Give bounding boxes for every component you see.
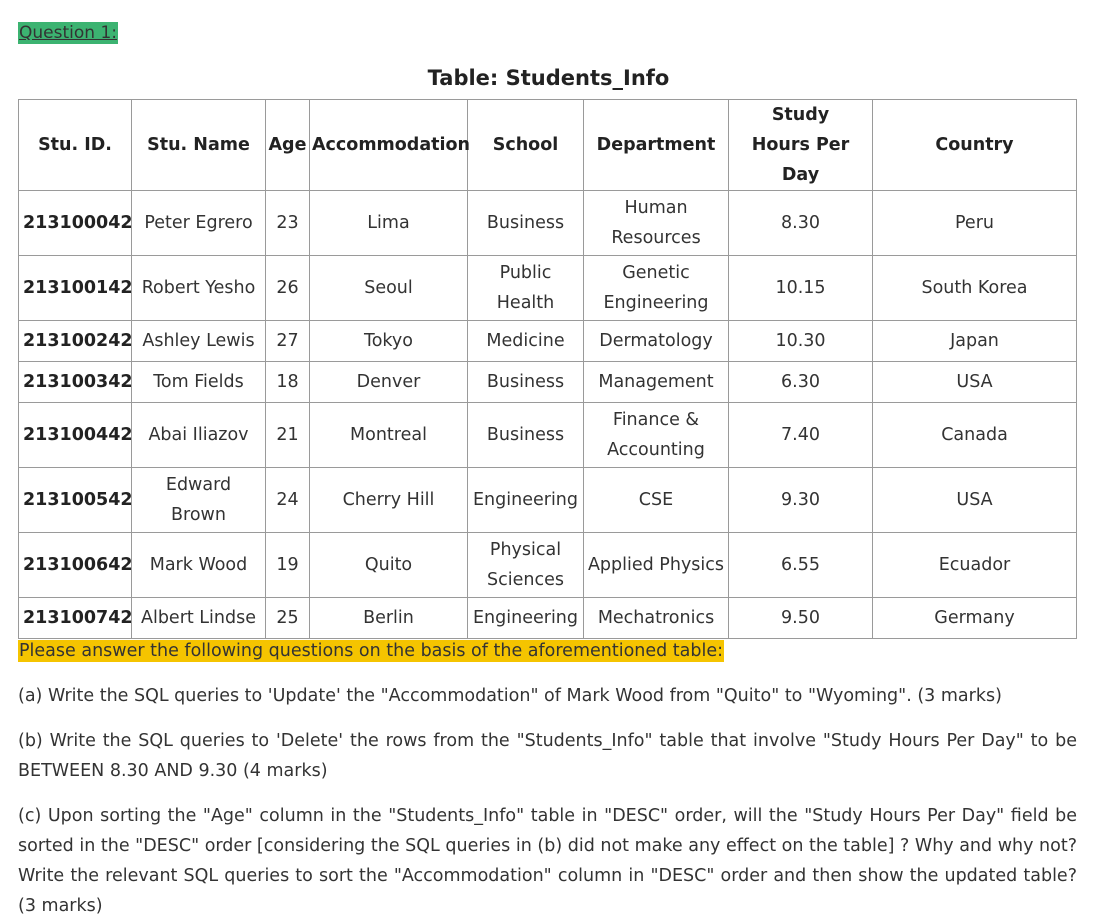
table-row: [19, 403, 1077, 468]
cell-school: Public Health: [468, 256, 584, 321]
cell-study-hours: 9.30: [729, 468, 873, 533]
cell-age: 27: [266, 321, 310, 362]
cell-stu-name: Tom Fields: [132, 362, 266, 403]
cell-stu-id: 213100242: [19, 321, 132, 362]
question-b: (b) Write the SQL queries to 'Delete' the rows from the "Students_Info" table that involve "Study Hours Per Day" to be BETWEEN 8.30 AND 9.30 (4 marks): [18, 731, 1077, 781]
cell-country: Canada: [873, 403, 1077, 468]
cell-age: 25: [266, 598, 310, 639]
cell-school: Medicine: [468, 321, 584, 362]
header-department: Department: [584, 100, 729, 191]
instructions-text: Please answer the following questions on the basis of the aforementioned table:: [19, 641, 724, 661]
cell-department: Applied Physics: [584, 533, 729, 598]
cell-school: Business: [468, 362, 584, 403]
cell-stu-id: 213100742: [19, 598, 132, 639]
cell-department: Finance & Accounting: [584, 403, 729, 468]
cell-school: Business: [468, 403, 584, 468]
cell-age: 21: [266, 403, 310, 468]
table-row: [19, 321, 1077, 362]
header-accommodation: Accommodation: [310, 100, 468, 191]
header-stu-name: Stu. Name: [132, 100, 266, 191]
cell-study-hours: 9.50: [729, 598, 873, 639]
cell-school: Business: [468, 191, 584, 256]
cell-country: USA: [873, 362, 1077, 403]
cell-age: 26: [266, 256, 310, 321]
cell-accommodation: Berlin: [310, 598, 468, 639]
header-stu-id: Stu. ID.: [19, 100, 132, 191]
cell-country: USA: [873, 468, 1077, 533]
cell-school: Engineering: [468, 468, 584, 533]
cell-age: 24: [266, 468, 310, 533]
table-row: [19, 256, 1077, 321]
cell-stu-id: 213100042: [19, 191, 132, 256]
cell-study-hours: 6.55: [729, 533, 873, 598]
cell-study-hours: 10.30: [729, 321, 873, 362]
students-info-table: [18, 99, 1077, 639]
cell-stu-id: 213100542: [19, 468, 132, 533]
cell-study-hours: 10.15: [729, 256, 873, 321]
cell-stu-name: Ashley Lewis: [132, 321, 266, 362]
header-study-hours: Study Hours Per Day: [729, 100, 873, 191]
table-row: [19, 598, 1077, 639]
table-row: [19, 362, 1077, 403]
cell-department: Genetic Engineering: [584, 256, 729, 321]
cell-country: Germany: [873, 598, 1077, 639]
cell-stu-name: Peter Egrero: [132, 191, 266, 256]
cell-country: Peru: [873, 191, 1077, 256]
cell-age: 23: [266, 191, 310, 256]
cell-stu-name: Robert Yesho: [132, 256, 266, 321]
cell-accommodation: Montreal: [310, 403, 468, 468]
question-a: (a) Write the SQL queries to 'Update' the "Accommodation" of Mark Wood from "Quito" to "Wyoming". (3 marks): [18, 686, 1002, 706]
table-caption: Table: Students_Info: [427, 66, 670, 90]
cell-stu-id: 213100342: [19, 362, 132, 403]
cell-country: Japan: [873, 321, 1077, 362]
cell-study-hours: 8.30: [729, 191, 873, 256]
question-title: Question 1:: [19, 23, 117, 43]
cell-stu-id: 213100442: [19, 403, 132, 468]
cell-accommodation: Lima: [310, 191, 468, 256]
cell-accommodation: Cherry Hill: [310, 468, 468, 533]
cell-department: Dermatology: [584, 321, 729, 362]
header-school: School: [468, 100, 584, 191]
cell-department: Management: [584, 362, 729, 403]
cell-stu-name: Mark Wood: [132, 533, 266, 598]
cell-study-hours: 7.40: [729, 403, 873, 468]
cell-country: Ecuador: [873, 533, 1077, 598]
table-header-row: [19, 100, 1077, 191]
cell-accommodation: Quito: [310, 533, 468, 598]
cell-country: South Korea: [873, 256, 1077, 321]
table-row: [19, 533, 1077, 598]
cell-stu-id: 213100142: [19, 256, 132, 321]
cell-age: 18: [266, 362, 310, 403]
cell-study-hours: 6.30: [729, 362, 873, 403]
cell-stu-name: Albert Lindse: [132, 598, 266, 639]
cell-school: Engineering: [468, 598, 584, 639]
header-country: Country: [873, 100, 1077, 191]
question-c: (c) Upon sorting the "Age" column in the "Students_Info" table in "DESC" order, will the "Study Hours Per Day" field be sorted in the "DESC" order [considering the SQL queries in (b) did not make any effect on the table] ? Why and why not? Write the relevant SQL queries to sort the "Accommodation" column in "DESC" order and then show the updated table? (3 marks): [18, 806, 1077, 916]
cell-accommodation: Seoul: [310, 256, 468, 321]
cell-stu-name: Abai Iliazov: [132, 403, 266, 468]
header-age: Age: [266, 100, 310, 191]
cell-age: 19: [266, 533, 310, 598]
cell-stu-id: 213100642: [19, 533, 132, 598]
cell-department: CSE: [584, 468, 729, 533]
cell-department: Human Resources: [584, 191, 729, 256]
cell-stu-name: Edward Brown: [132, 468, 266, 533]
table-row: [19, 191, 1077, 256]
cell-accommodation: Tokyo: [310, 321, 468, 362]
cell-school: Physical Sciences: [468, 533, 584, 598]
cell-accommodation: Denver: [310, 362, 468, 403]
cell-department: Mechatronics: [584, 598, 729, 639]
table-row: [19, 468, 1077, 533]
